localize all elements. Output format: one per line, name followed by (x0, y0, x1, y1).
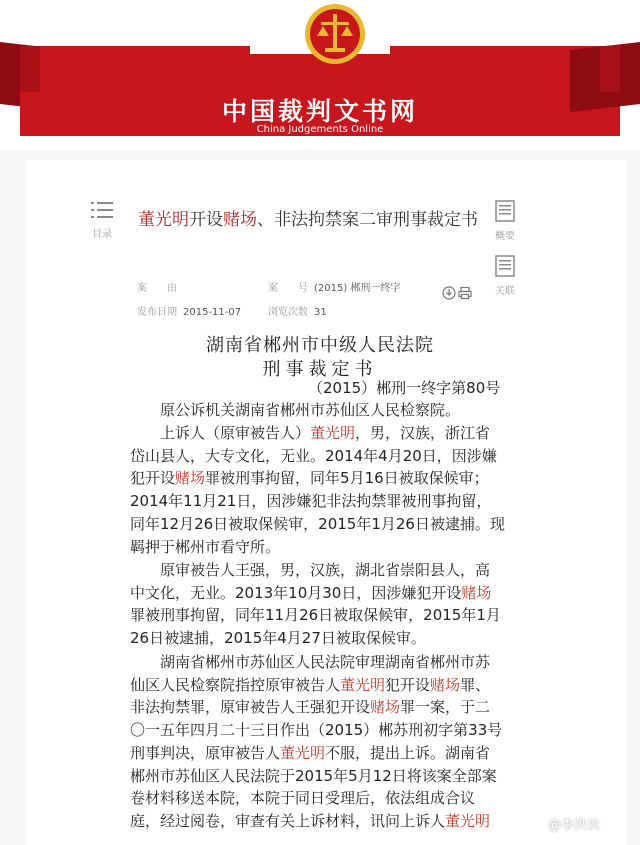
text-segment: 罪被刑事拘留，同年5月16日被取保候审； (205, 469, 489, 488)
text-line (130, 674, 491, 697)
title-highlight: 董光明 (138, 210, 189, 230)
text-segment: 上诉人（原审被告人） (130, 424, 311, 442)
text-line (130, 810, 491, 833)
highlight-term: 赌场 (461, 583, 492, 602)
text-segment: 〇一五年四月二十三日作出（2015）郴苏刑初字第33号 (130, 721, 503, 740)
paragraph-appellant (130, 422, 505, 558)
text-segment: 湖南省郴州市苏仙区人民法院审理湖南省郴州市苏 (130, 653, 491, 671)
summary-label: 概要 (495, 231, 515, 242)
title-highlight: 赌场 (223, 210, 257, 230)
text-segment: 罪、 (460, 675, 491, 694)
text-segment: 刑事判决，原审被告人 (130, 743, 281, 762)
document-icon (494, 200, 516, 222)
meta-date-label: 发布日期 (137, 307, 177, 318)
text-line (130, 513, 505, 536)
watermark: @李洪伙 (548, 818, 601, 833)
site-title: 中国裁判文书网 (221, 97, 418, 126)
text-segment: 仙区人民检察院指控原审被告人 (130, 675, 341, 694)
related-label: 关联 (495, 286, 515, 297)
text-line (130, 536, 475, 559)
text-segment: 庭，经过阅卷，审查有关上诉材料，讯问上诉人 (130, 811, 446, 830)
text-segment: 卷材料移送本院，本院于同日受理后，依法组成合议 (130, 789, 476, 808)
case-number: （2015）郴刑一终字第80号 (308, 379, 501, 397)
meta-number-label: 案 号 (268, 283, 308, 294)
text-segment: 岱山县人，大专文化，无业。2014年4月20日，因涉嫌 (130, 446, 497, 465)
toc-button[interactable] (90, 200, 114, 240)
meta-views (268, 303, 327, 318)
related-button[interactable] (494, 255, 516, 297)
title-text: 、非法拘禁案二审刑事裁定书 (257, 210, 478, 230)
text-line (130, 651, 491, 674)
meta-views-label: 浏览次数 (268, 307, 308, 318)
site-subtitle: China Judgements Online (256, 124, 384, 135)
highlight-term: 赌场 (175, 469, 206, 488)
text-segment: 原公诉机关湖南省郴州市苏仙区人民检察院。 (130, 401, 461, 419)
highlight-term: 董光明 (310, 424, 356, 442)
text-line (130, 627, 475, 650)
text-line (130, 582, 492, 605)
site-header (0, 0, 640, 150)
toc-label: 目录 (92, 229, 112, 240)
meta-cause-label: 案 由 (137, 283, 177, 294)
text-segment: 2014年11月21日，因涉嫌犯非法拘禁罪被刑事拘留， (130, 492, 492, 511)
text-line (130, 765, 497, 788)
highlight-term: 董光明 (445, 811, 491, 830)
highlight-term: 董光明 (280, 743, 326, 762)
text-segment: 羁押于郴州市看守所。 (130, 537, 281, 556)
document-icon (494, 255, 516, 277)
text-line (130, 742, 491, 765)
court-emblem-icon (303, 2, 367, 66)
meta-case-number (268, 279, 400, 294)
text-segment: 非法拘禁罪，原审被告人王强犯开设 (130, 698, 371, 717)
highlight-term: 赌场 (430, 675, 461, 694)
paragraph-defendant (130, 559, 501, 650)
download-icon[interactable] (442, 286, 456, 300)
paragraph-proceedings (130, 651, 503, 833)
title-text: 开设 (189, 210, 223, 230)
text-line (130, 467, 489, 490)
list-icon (90, 200, 114, 220)
text-segment: 不服，提出上诉。湖南省 (325, 743, 491, 762)
text-segment: 犯开设 (385, 675, 431, 694)
text-segment: ，男，汉族，浙江省 (355, 424, 491, 442)
text-segment: 犯开设 (130, 469, 176, 488)
text-line (130, 490, 492, 513)
document-title (138, 205, 478, 230)
meta-views-value: 31 (314, 307, 327, 318)
text-segment: 原审被告人王强，男，汉族，湖北省崇阳县人，高 (130, 561, 491, 579)
meta-date-value: 2015-11-07 (183, 307, 242, 318)
text-segment: 26日被逮捕，2015年4月27日被取保候审。 (130, 629, 426, 648)
text-line (130, 445, 497, 468)
text-segment: 罪被刑事拘留，同年11月26日被取保候审，2015年1月 (130, 606, 501, 625)
print-icon[interactable] (458, 286, 472, 300)
meta-date (137, 303, 241, 318)
text-line (130, 696, 491, 719)
text-line (130, 399, 475, 422)
court-name: 湖南省郴州市中级人民法院 (206, 335, 434, 356)
text-segment: 同年12月26日被取保候审，2015年1月26日被逮捕。现 (130, 514, 505, 533)
text-line (130, 559, 491, 582)
meta-cause (137, 279, 177, 294)
text-segment: 郴州市苏仙区人民法院于2015年5月12日将该案全部案 (130, 766, 497, 785)
summary-button[interactable] (494, 200, 516, 242)
highlight-term: 董光明 (340, 675, 386, 694)
meta-number-value: (2015) 郴刑一终字 (314, 283, 401, 294)
paragraph-prosecution (130, 399, 475, 422)
text-line (130, 787, 475, 810)
text-line (130, 604, 501, 627)
text-segment: 中文化，无业。2013年10月30日，因涉嫌犯开设 (130, 583, 462, 602)
document-type: 刑事裁定书 (262, 359, 378, 380)
text-line (130, 719, 503, 742)
text-line (130, 422, 491, 445)
text-segment: 罪一案，于二 (400, 698, 491, 717)
highlight-term: 赌场 (370, 698, 401, 717)
